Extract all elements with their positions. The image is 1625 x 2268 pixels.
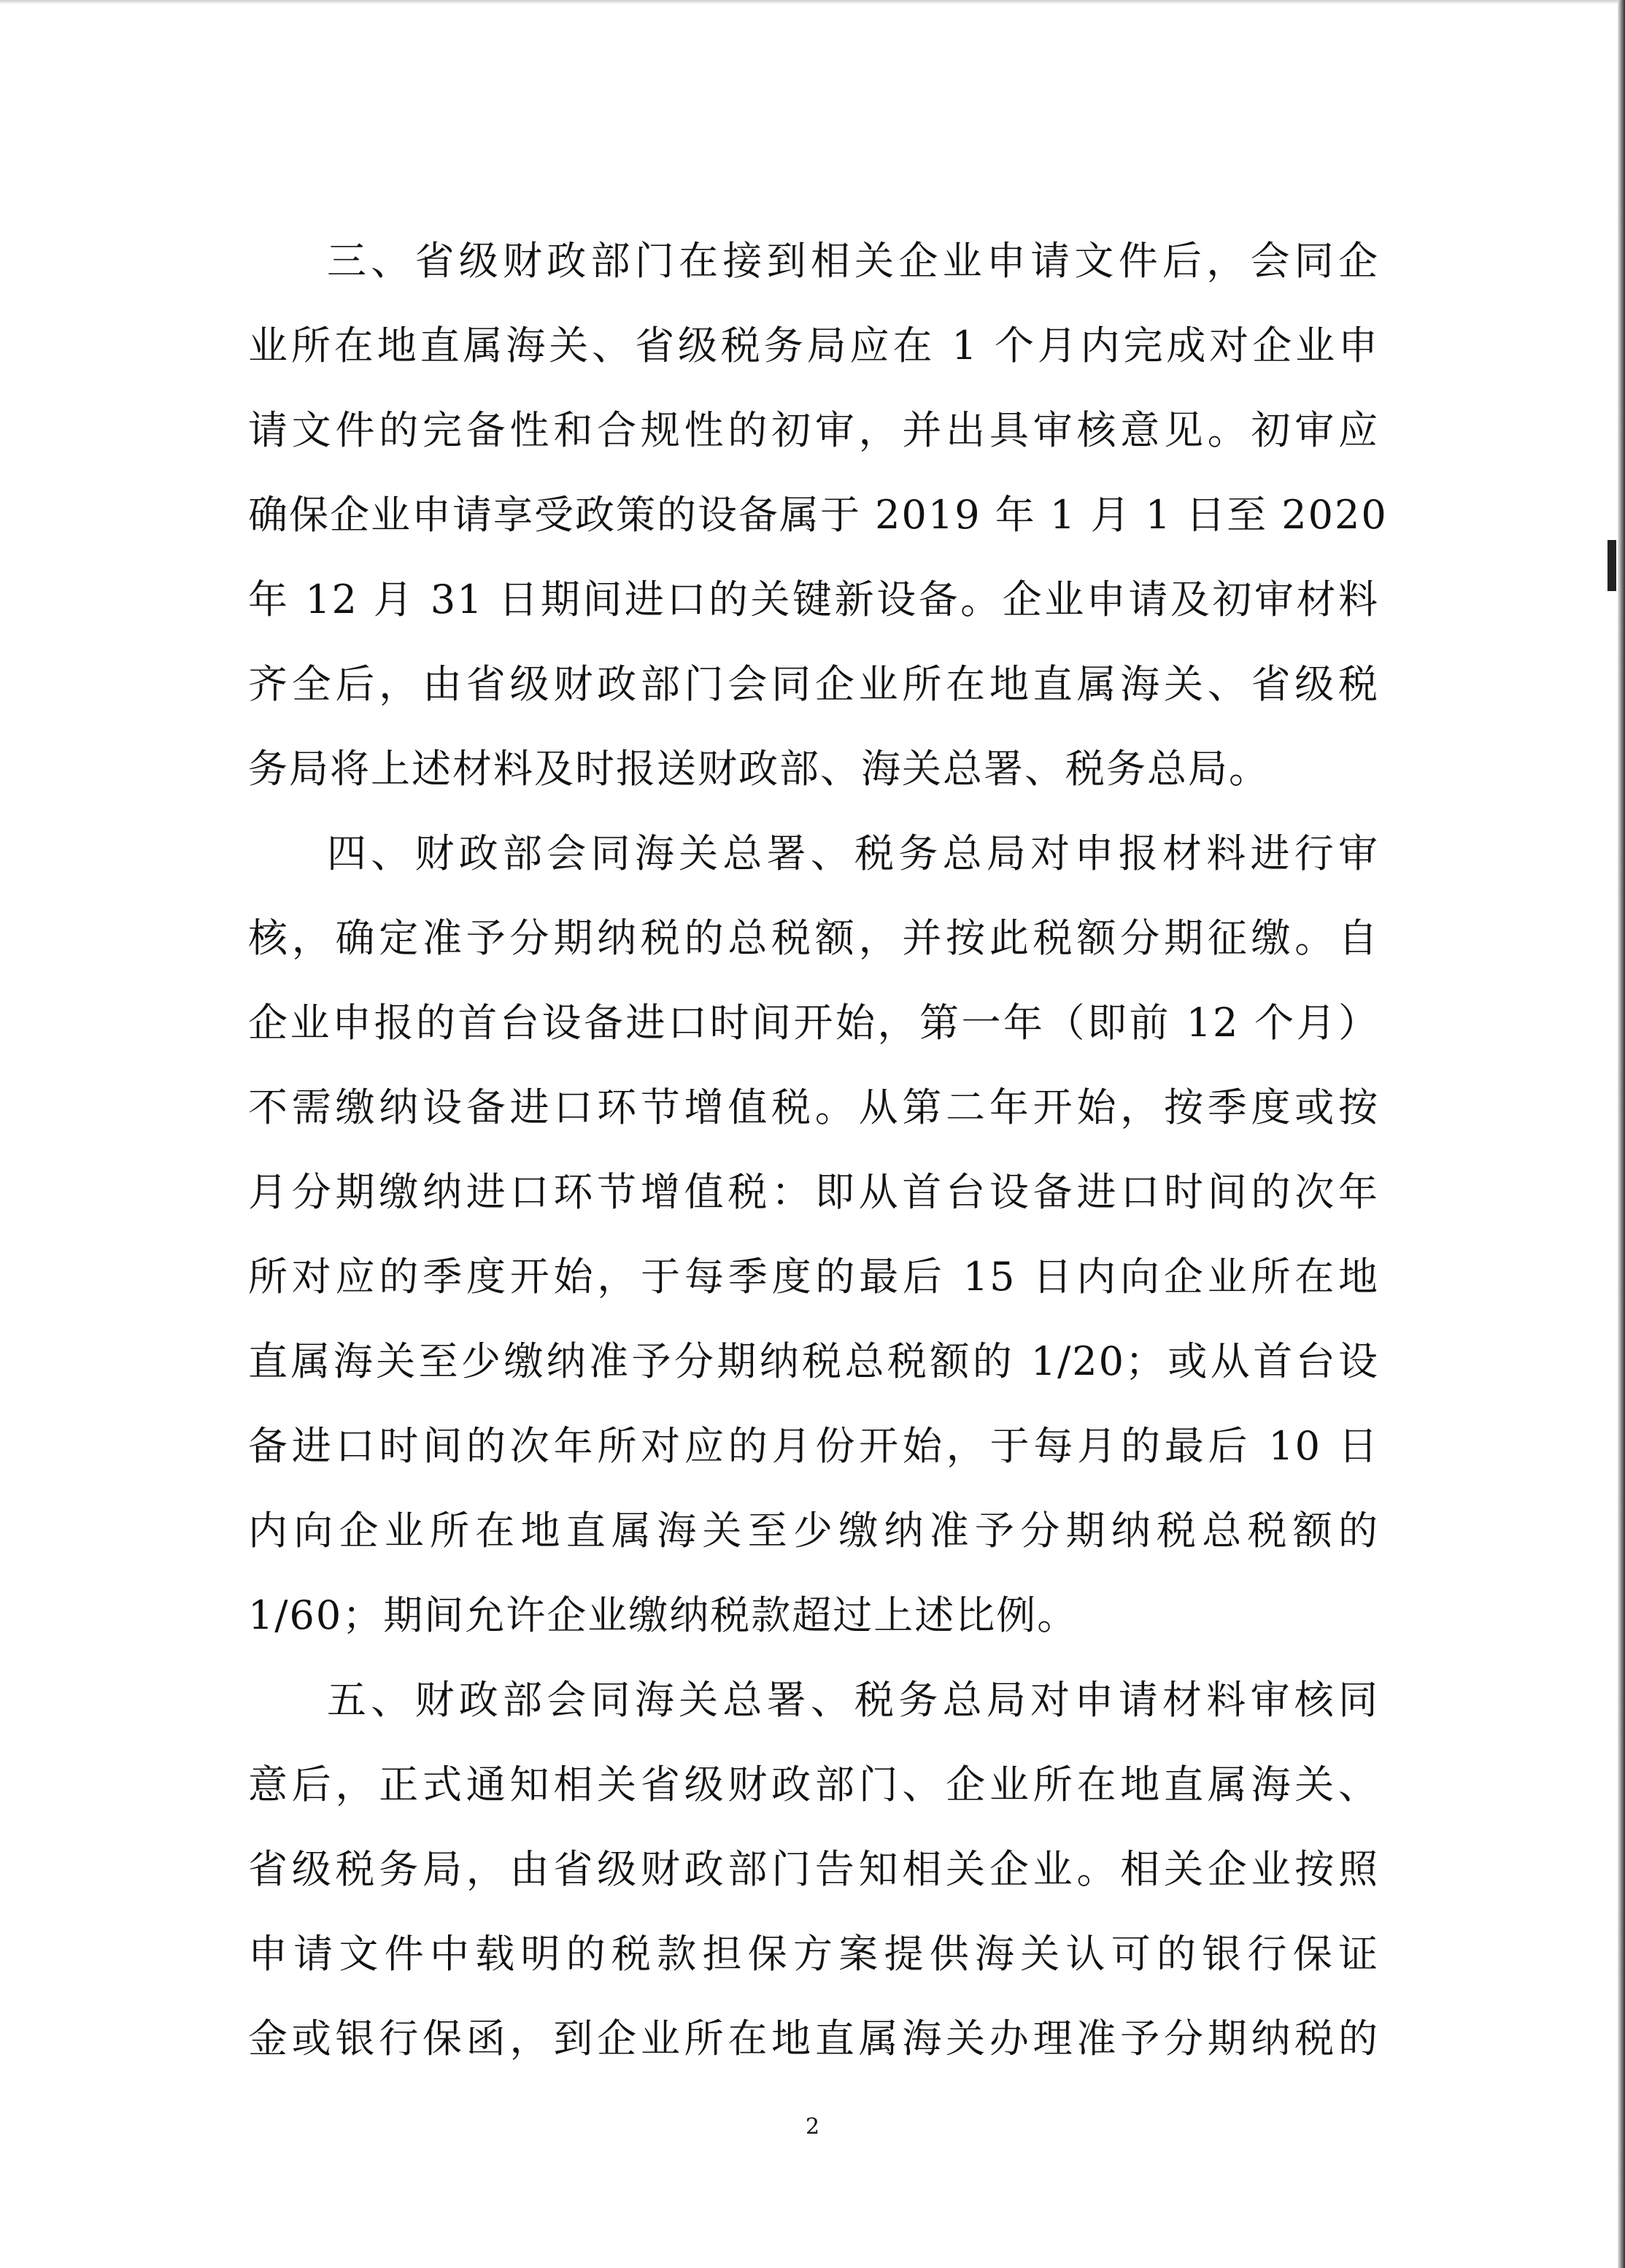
scan-edge-right	[1618, 0, 1625, 2268]
paragraph-5-line-2: 意后，正式通知相关省级财政部门、企业所在地直属海关、	[248, 1762, 1379, 1808]
scan-edge-top	[0, 0, 1625, 4]
paragraph-3-line-5: 年 12 月 31 日期间进口的关键新设备。企业申请及初审材料	[248, 576, 1379, 622]
paragraph-3-line-1: 三、省级财政部门在接到相关企业申请文件后，会同企	[327, 238, 1379, 284]
paragraph-4-line-7: 直属海关至少缴纳准予分期纳税总税额的 1/20；或从首台设	[248, 1338, 1379, 1384]
paragraph-3-line-6: 齐全后，由省级财政部门会同企业所在地直属海关、省级税	[248, 661, 1379, 707]
paragraph-4-line-6: 所对应的季度开始，于每季度的最后 15 日内向企业所在地	[248, 1254, 1379, 1300]
paragraph-4-line-3: 企业申报的首台设备进口时间开始，第一年（即前 12 个月）	[248, 1000, 1379, 1046]
paragraph-4-line-9: 内向企业所在地直属海关至少缴纳准予分期纳税总税额的	[248, 1508, 1379, 1554]
paragraph-5-line-4: 申请文件中载明的税款担保方案提供海关认可的银行保证	[248, 1931, 1379, 1977]
paragraph-4-line-4: 不需缴纳设备进口环节增值税。从第二年开始，按季度或按	[248, 1084, 1379, 1130]
paragraph-4-line-10: 1/60；期间允许企业缴纳税款超过上述比例。	[248, 1592, 1078, 1638]
document-body	[248, 219, 1388, 2081]
paragraph-4-line-5: 月分期缴纳进口环节增值税：即从首台设备进口时间的次年	[248, 1169, 1379, 1215]
scan-mark	[1607, 540, 1616, 591]
paragraph-3-line-4: 确保企业申请享受政策的设备属于 2019 年 1 月 1 日至 2020	[248, 492, 1388, 538]
paragraph-5-line-3: 省级税务局，由省级财政部门告知相关企业。相关企业按照	[248, 1846, 1379, 1892]
paragraph-4-line-8: 备进口时间的次年所对应的月份开始，于每月的最后 10 日	[248, 1423, 1379, 1469]
paragraph-3-line-2: 业所在地直属海关、省级税务局应在 1 个月内完成对企业申	[248, 323, 1379, 369]
paragraph-5-line-1: 五、财政部会同海关总署、税务总局对申请材料审核同	[327, 1677, 1379, 1723]
paragraph-3-line-7: 务局将上述材料及时报送财政部、海关总署、税务总局。	[248, 746, 1270, 792]
page-number: 2	[805, 2114, 820, 2140]
paragraph-5-line-5: 金或银行保函，到企业所在地直属海关办理准予分期纳税的	[248, 2016, 1379, 2061]
paragraph-3-line-3: 请文件的完备性和合规性的初审，并出具审核意见。初审应	[248, 407, 1379, 453]
paragraph-4-line-1: 四、财政部会同海关总署、税务总局对申报材料进行审	[327, 830, 1379, 876]
paragraph-4-line-2: 核，确定准予分期纳税的总税额，并按此税额分期征缴。自	[248, 915, 1379, 961]
